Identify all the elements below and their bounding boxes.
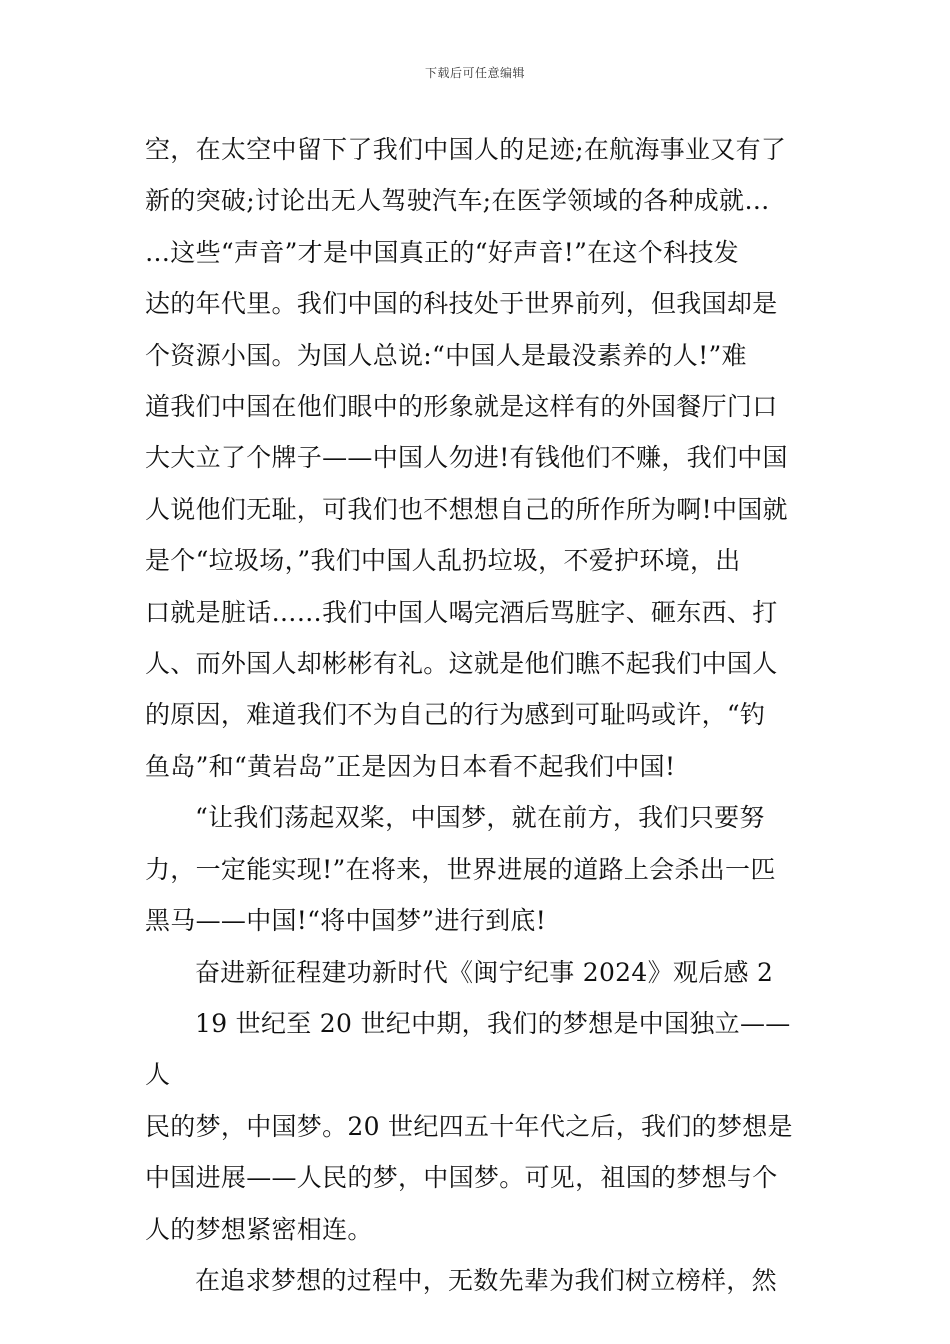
paragraph-3: 19 世纪至 20 世纪中期，我们的梦想是中国独立——人 民的梦，中国梦。20 世纪四五十年代之后，我们的梦想是 中国进展——人民的梦，中国梦。可见，祖国的梦想与个 人的梦想紧密相连。: [145, 1008, 793, 1244]
paragraph-1: 空，在太空中留下了我们中国人的足迹;在航海事业又有了 新的突破;讨论出无人驾驶汽车;在医学领域的各种成就… …这些“声音”才是中国真正的“好声音!”在这个科技发 达的年代里。我们中国的科技处于世界前列，但我国却是 个资源小国。为国人总说:“中国人是最没素养的人!”难 道我们中国在他们眼中的形象就是这样有的外国餐厅门口 大大立了个牌子——中国人勿进!有钱他们不赚，我们中国 人说他们无耻，可我们也不想想自己的所作所为啊!中国就 是个“垃圾场，”我们中国人乱扔垃圾，不爱护环境，出 口就是脏话……我们中国人喝完酒后骂脏字、砸东西、打 人、而外国人却彬彬有礼。这就是他们瞧不起我们中国人 的原因，难道我们不为自己的行为感到可耻吗或许，“钓 鱼岛”和“黄岩岛”正是因为日本看不起我们中国!: [145, 135, 788, 781]
paragraph-2: “让我们荡起双桨，中国梦，就在前方，我们只要努 力，一定能实现!”在将来，世界进展的道路上会杀出一匹 黑马——中国!“将中国梦”进行到底!: [145, 803, 776, 936]
page-header: 下载后可任意编辑: [424, 66, 525, 80]
section-title: 奋进新征程建功新时代《闽宁纪事 2024》观后感 2: [195, 957, 774, 987]
document-body: [145, 124, 807, 1306]
paragraph-4: 在追求梦想的过程中，无数先辈为我们树立榜样，然: [195, 1265, 777, 1295]
